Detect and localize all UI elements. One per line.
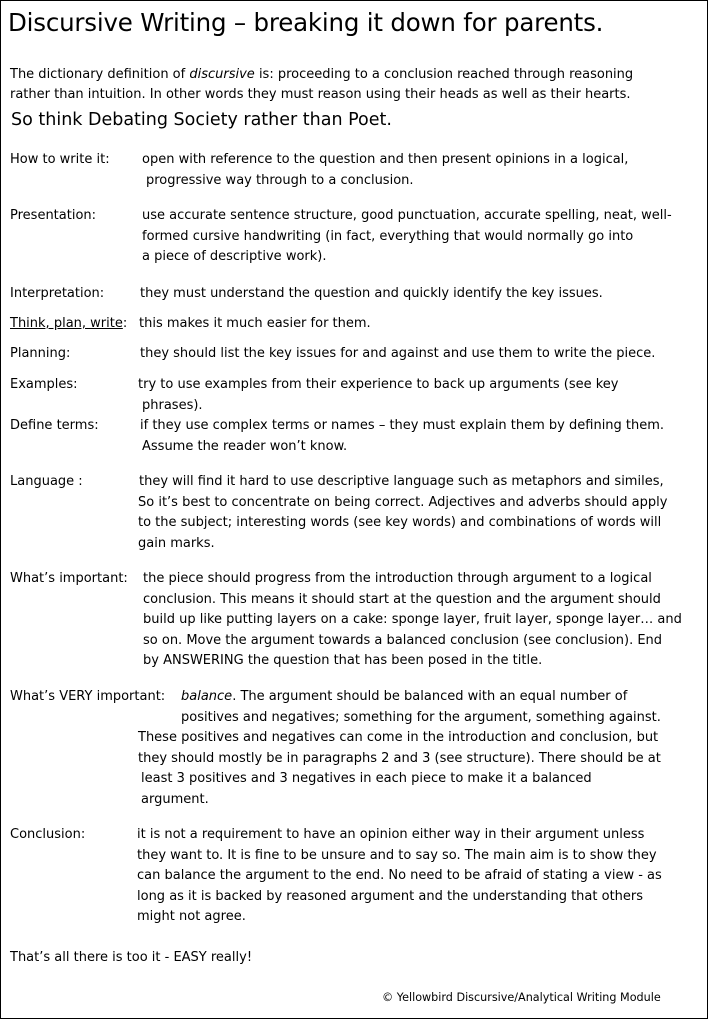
think-label: Think, plan, write (10, 316, 123, 331)
closing-line: That’s all there is too it - EASY really! (10, 950, 253, 965)
intro-term: discursive (189, 67, 255, 82)
language-line-3: to the subject; interesting words (see key words) and combinations of words will (138, 515, 662, 530)
interpretation-line-1: they must understand the question and quickly identify the key issues. (140, 286, 603, 301)
important-line-3: build up like putting layers on a cake: sponge layer, fruit layer, sponge layer… and (143, 612, 682, 627)
examples-line-2: phrases). (142, 398, 203, 413)
very-line-1 (181, 689, 627, 705)
very-line-6: argument. (141, 792, 209, 807)
define-line-1: if they use complex terms or names – they must explain them by defining them. (140, 418, 665, 433)
intro-rest: is: proceeding to a conclusion reached through reasoning (254, 67, 634, 82)
define-label: Define terms: (10, 418, 99, 433)
important-line-4: so on. Move the argument towards a balanced conclusion (see conclusion). End (143, 633, 663, 648)
think-colon: : (122, 316, 128, 331)
important-label: What’s important: (10, 571, 128, 586)
conclusion-line-5: might not agree. (137, 909, 246, 924)
conclusion-line-4: long as it is backed by reasoned argument and the understanding that others (137, 889, 644, 904)
intro-line-2: rather than intuition. In other words they must reason using their heads as well as their hearts. (10, 87, 631, 102)
very-label: What’s VERY important: (10, 689, 166, 704)
think-label-line (10, 316, 127, 332)
presentation-line-3: a piece of descriptive work). (142, 249, 327, 264)
very-term: balance (181, 689, 233, 704)
intro-lead: The dictionary definition of (10, 67, 190, 82)
very-line-2: positives and negatives; something for the argument, something against. (181, 710, 661, 725)
very-line-3: These positives and negatives can come in the introduction and conclusion, but (138, 730, 659, 745)
think-line-1: this makes it much easier for them. (139, 316, 371, 331)
subtitle: So think Debating Society rather than Poet. (11, 110, 392, 130)
presentation-label: Presentation: (10, 208, 97, 223)
conclusion-line-3: can balance the argument to the end. No need to be afraid of stating a view - as (137, 868, 662, 883)
important-line-2: conclusion. This means it should start at the question and the argument should (143, 592, 661, 607)
very-line-4: they should mostly be in paragraphs 2 and 3 (see structure). There should be at (138, 751, 661, 766)
planning-line-1: they should list the key issues for and against and use them to write the piece. (140, 346, 656, 361)
conclusion-line-1: it is not a requirement to have an opinion either way in their argument unless (137, 827, 645, 842)
important-line-5: by ANSWERING the question that has been posed in the title. (143, 653, 543, 668)
examples-line-1: try to use examples from their experience to back up arguments (see key (138, 377, 619, 392)
language-line-4: gain marks. (138, 536, 215, 551)
language-label: Language : (10, 474, 83, 489)
very-line-1-rest: . The argument should be balanced with an equal number of (232, 689, 628, 704)
conclusion-line-2: they want to. It is fine to be unsure and to say so. The main aim is to show they (137, 848, 657, 863)
planning-label: Planning: (10, 346, 71, 361)
define-line-2: Assume the reader won’t know. (142, 439, 348, 454)
how-line-1: open with reference to the question and then present opinions in a logical, (142, 152, 629, 167)
page-title: Discursive Writing – breaking it down for parents. (8, 8, 604, 37)
copyright-footer: © Yellowbird Discursive/Analytical Writing Module (382, 991, 661, 1004)
how-line-2: progressive way through to a conclusion. (146, 173, 414, 188)
how-label: How to write it: (10, 152, 110, 167)
intro-line-1 (10, 67, 633, 83)
very-line-5: least 3 positives and 3 negatives in each piece to make it a balanced (141, 771, 592, 786)
language-line-2: So it’s best to concentrate on being correct. Adjectives and adverbs should apply (138, 495, 668, 510)
language-line-1: they will find it hard to use descriptive language such as metaphors and similes, (139, 474, 664, 489)
presentation-line-2: formed cursive handwriting (in fact, everything that would normally go into (142, 229, 634, 244)
presentation-line-1: use accurate sentence structure, good punctuation, accurate spelling, neat, well- (142, 208, 672, 223)
examples-label: Examples: (10, 377, 78, 392)
conclusion-label: Conclusion: (10, 827, 86, 842)
important-line-1: the piece should progress from the introduction through argument to a logical (143, 571, 652, 586)
interpretation-label: Interpretation: (10, 286, 105, 301)
